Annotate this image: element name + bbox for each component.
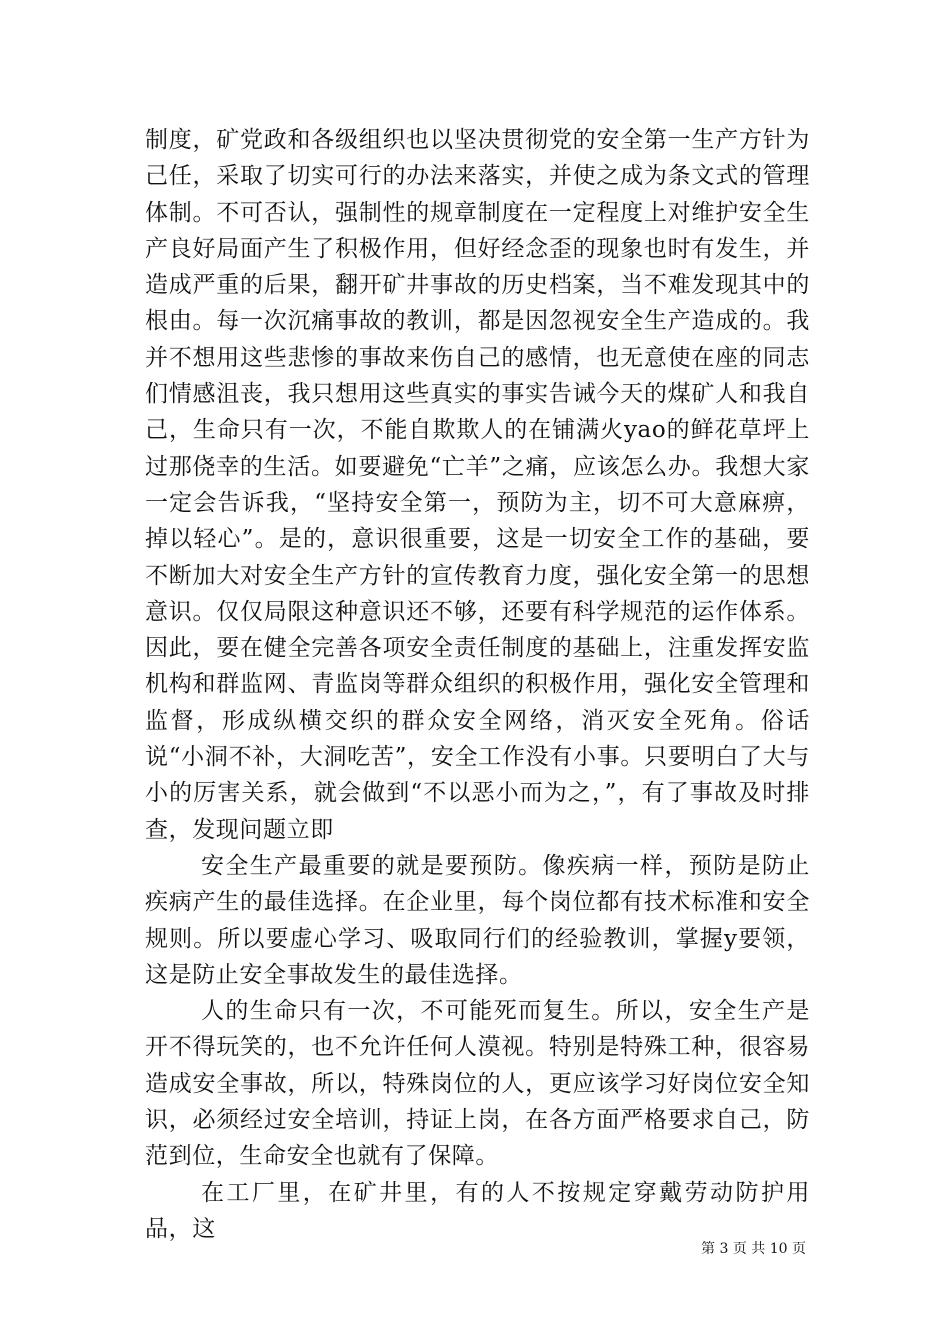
document-body [145, 122, 810, 1247]
page-number-label: 第 3 页 共 10 页 [701, 1241, 806, 1257]
paragraph-4: 在工厂里，在矿井里，有的人不按规定穿戴劳动防护用品，这 [145, 1179, 810, 1242]
paragraph-3: 人的生命只有一次，不可能死而复生。所以，安全生产是开不得玩笑的，也不允许任何人漠视。特别是特殊工种，很容易造成安全事故，所以，特殊岗位的人，更应该学习好岗位安全知识，必须经过安全培训，持证上岗，在各方面严格要求自己，防范到位，生命安全也就有了保障。 [145, 998, 810, 1170]
page-footer [0, 1240, 806, 1258]
paragraph-1: 制度，矿党政和各级组织也以坚决贯彻党的安全第一生产方针为己任，采取了切实可行的办法来落实，并使之成为条文式的管理体制。不可否认，强制性的规章制度在一定程度上对维护安全生产良好局面产生了积极作用，但好经念歪的现象也时有发生，并造成严重的后果，翻开矿井事故的历史档案，当不难发现其中的根由。每一次沉痛事故的教训，都是因忽视安全生产造成的。我并不想用这些悲惨的事故来伤自己的感情，也无意使在座的同志们情感沮丧，我只想用这些真实的事实告诫今天的煤矿人和我自己，生命只有一次，不能自欺欺人的在铺满火yao的鲜花草坪上过那侥幸的生活。如要避免“亡羊”之痛，应该怎么办。我想大家一定会告诉我，“坚持安全第一，预防为主，切不可大意麻痹，掉以轻心”。是的，意识很重要，这是一切安全工作的基础，要不断加大对安全生产方针的宣传教育力度，强化安全第一的思想意识。仅仅局限这种意识还不够，还要有科学规范的运作体系。因此，要在健全完善各项安全责任制度的基础上，注重发挥安监机构和群监网、青监岗等群众组织的积极作用，强化安全管理和监督，形成纵横交织的群众安全网络，消灭安全死角。俗话说“小洞不补，大洞吃苦”，安全工作没有小事。只要明白了大与小的厉害关系，就会做到“不以恶小而为之，”，有了事故及时排查，发现问题立即 [145, 127, 810, 843]
paragraph-2: 安全生产最重要的就是要预防。像疾病一样，预防是防止疾病产生的最佳选择。在企业里，每个岗位都有技术标准和安全规则。所以要虚心学习、吸取同行们的经验教训，掌握y要领，这是防止安全事故发生的最佳选择。 [145, 852, 810, 988]
